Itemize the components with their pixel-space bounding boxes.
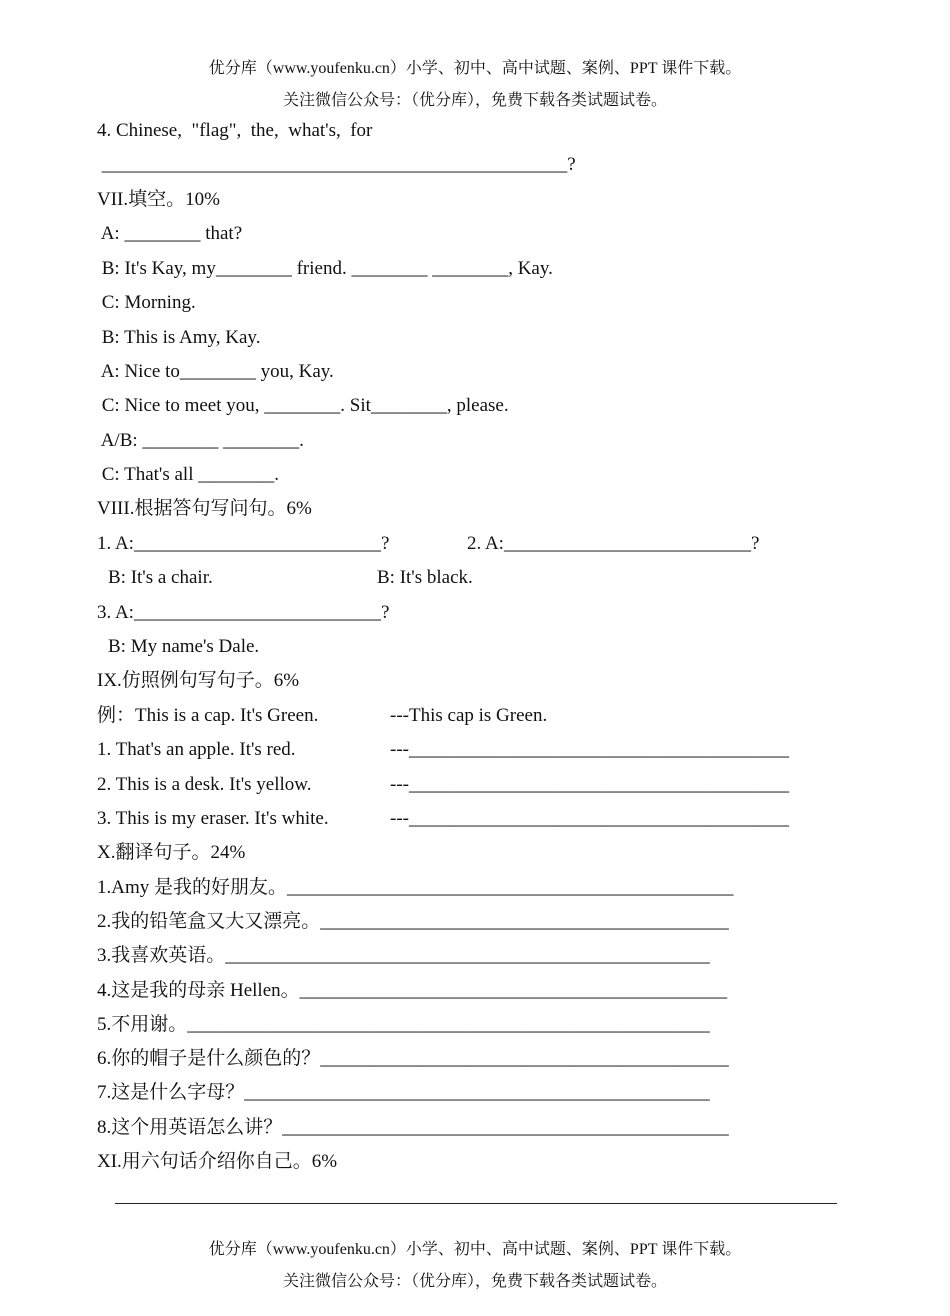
rewrite-answer-line: ---________________________________________ <box>390 774 789 795</box>
translation-item: 3.我喜欢英语。___________________________________________________ <box>97 945 710 966</box>
example-sentence: 例：This is a cap. It's Green. <box>97 705 319 726</box>
dialogue-line: B: It's Kay, my________ friend. ________ ________, Kay. <box>97 258 553 279</box>
dialogue-line: A/B: ________ ________. <box>97 430 304 451</box>
answer-1: B: It's a chair. <box>108 567 213 588</box>
translation-item: 4.这是我的母亲 Hellen。_____________________________________________ <box>97 980 728 1001</box>
dialogue-line: A: ________ that? <box>97 223 243 244</box>
section-11-heading: XI.用六句话介绍你自己。6% <box>97 1151 338 1172</box>
section-9-heading: IX.仿照例句写句子。6% <box>97 670 300 691</box>
answer-3: B: My name's Dale. <box>108 636 260 657</box>
question-4-words: 4. Chinese, "flag", the, what's, for <box>97 120 373 141</box>
dialogue-line: A: Nice to________ you, Kay. <box>97 361 334 382</box>
rewrite-item: 1. That's an apple. It's red. <box>97 739 296 760</box>
dialogue-line: B: This is Amy, Kay. <box>97 327 261 348</box>
translation-item: 2.我的铅笔盒又大又漂亮。___________________________________________ <box>97 911 729 932</box>
footer-line-1: 优分库（www.youfenku.cn）小学、初中、高中试题、案例、PPT 课件下载。 <box>208 1241 742 1258</box>
section-10-heading: X.翻译句子。24% <box>97 842 246 863</box>
section-7-heading: VII.填空。10% <box>97 189 220 210</box>
example-answer: ---This cap is Green. <box>390 705 548 726</box>
rewrite-answer-line: ---________________________________________ <box>390 808 789 829</box>
dialogue-line: C: That's all ________. <box>97 464 279 485</box>
header-line-2: 关注微信公众号：（优分库），免费下载各类试题试卷。 <box>282 92 667 109</box>
section-8-heading: VIII.根据答句写问句。6% <box>97 498 312 519</box>
question-4-answer-line: _________________________________________________? <box>97 154 576 175</box>
dialogue-line: C: Nice to meet you, ________. Sit________, please. <box>97 395 509 416</box>
footer-line-2: 关注微信公众号：（优分库），免费下载各类试题试卷。 <box>282 1273 667 1290</box>
answer-2: B: It's black. <box>377 567 473 588</box>
question-2: 2. A:__________________________? <box>467 533 760 554</box>
rewrite-item: 2. This is a desk. It's yellow. <box>97 774 312 795</box>
translation-item: 5.不用谢。_______________________________________________________ <box>97 1014 710 1035</box>
translation-item: 1.Amy 是我的好朋友。_______________________________________________ <box>97 877 734 898</box>
writing-line <box>115 1203 837 1204</box>
translation-item: 6.你的帽子是什么颜色的？___________________________________________ <box>97 1048 729 1069</box>
translation-item: 8.这个用英语怎么讲？_______________________________________________ <box>97 1117 729 1138</box>
question-3: 3. A:__________________________? <box>97 602 390 623</box>
header-line-1: 优分库（www.youfenku.cn）小学、初中、高中试题、案例、PPT 课件下载。 <box>208 60 742 77</box>
rewrite-item: 3. This is my eraser. It's white. <box>97 808 329 829</box>
translation-item: 7.这是什么字母？_________________________________________________ <box>97 1082 710 1103</box>
question-1: 1. A:__________________________? <box>97 533 390 554</box>
rewrite-answer-line: ---________________________________________ <box>390 739 789 760</box>
dialogue-line: C: Morning. <box>97 292 196 313</box>
